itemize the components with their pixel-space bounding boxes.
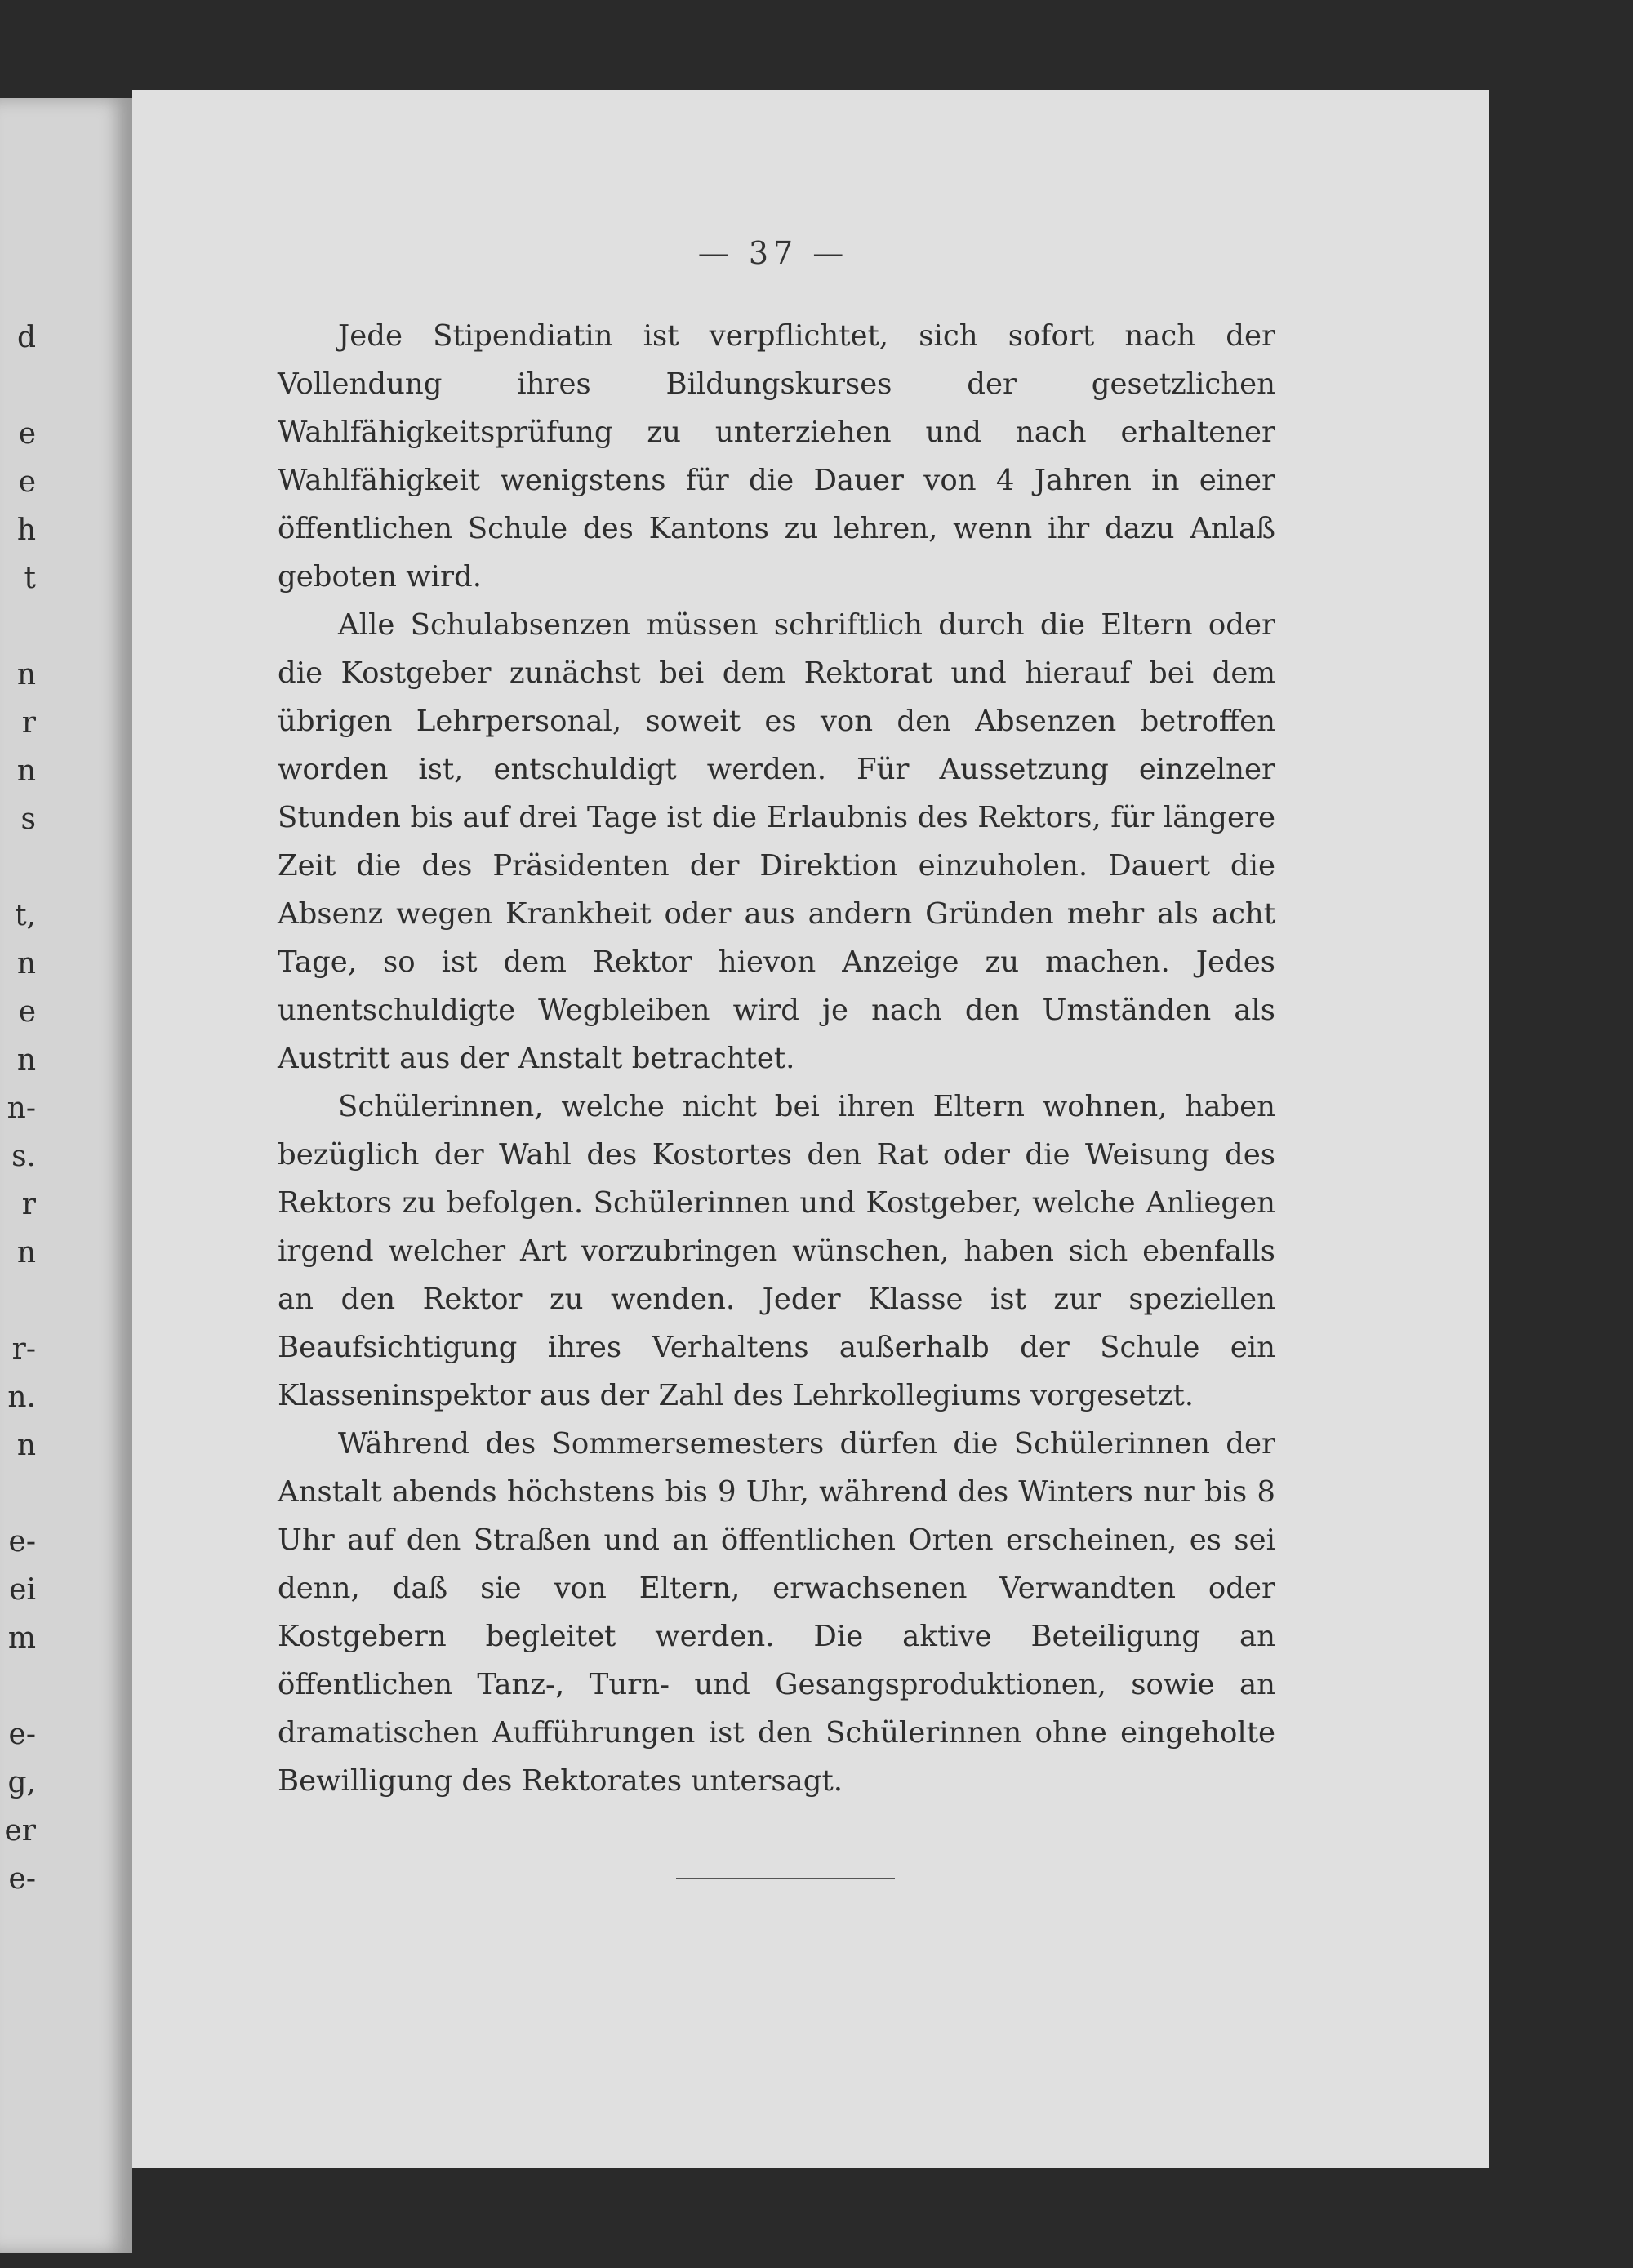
left-page-text-fragments (0, 98, 132, 2253)
left-page-edge (0, 98, 132, 2253)
left-fragment: s. (11, 1140, 36, 1173)
paragraph: Jede Stipendiatin ist verpflichtet, sich sofort nach der Vollendung ihres Bildungskurses der gesetzlichen Wahlfähigkeitsprüfung zu unterziehen und nach erhaltener Wahlfähigkeit wenigstens für die Dauer von 4 Jahren in einer öffentlichen Schule des Kantons zu lehren, wenn ihr dazu Anlaß geboten wird. (278, 319, 1275, 594)
left-fragment: e (18, 995, 36, 1029)
left-fragment: n (16, 1236, 36, 1270)
left-fragment: h (16, 514, 36, 547)
left-fragment: t (24, 562, 36, 595)
left-fragment: e (18, 417, 36, 451)
paragraph: Alle Schulabsenzen müssen schriftlich durch die Eltern oder die Kostgeber zunächst bei dem Rektorat und hierauf bei dem übrigen Lehrpersonal, soweit es von den Absenzen betroffen worden ist, entschuldigt werden. Für Aussetzung einzelner Stunden bis auf drei Tage ist die Erlaubnis des Rektors, für längere Zeit die des Präsidenten der Direktion einzuholen. Dauert die Absenz wegen Krankheit oder aus andern Gründen mehr als acht Tage, so ist dem Rektor hievon Anzeige zu machen. Jedes unentschuldigte Wegbleiben wird je nach den Umständen als Austritt aus der Anstalt betrachtet. (278, 608, 1275, 1075)
left-fragment: n (16, 1429, 36, 1462)
left-fragment: n (16, 658, 36, 692)
left-fragment: n (16, 754, 36, 788)
left-fragment: e- (8, 1862, 36, 1896)
left-fragment: n (16, 1043, 36, 1077)
left-fragment: n. (7, 1381, 36, 1414)
left-fragment: s (20, 803, 36, 836)
left-fragment: er (4, 1814, 36, 1848)
right-page (132, 90, 1489, 2168)
left-fragment: ei (9, 1573, 36, 1607)
left-fragment: r- (11, 1332, 36, 1366)
left-fragment: e- (8, 1718, 36, 1751)
left-fragment: r (21, 706, 36, 740)
end-rule (676, 1878, 895, 1879)
page-body (278, 312, 1275, 1805)
left-fragment: e (18, 465, 36, 499)
left-fragment: m (7, 1621, 36, 1655)
left-fragment: r (21, 1188, 36, 1221)
page-number: — 37 — (697, 235, 849, 271)
left-fragment: n (16, 947, 36, 981)
paragraph: Schülerinnen, welche nicht bei ihren Eltern wohnen, haben bezüglich der Wahl des Kostortes den Rat oder die Weisung des Rektors zu befolgen. Schülerinnen und Kostgeber, welche Anliegen irgend welcher Art vorzubringen wünschen, haben sich ebenfalls an den Rektor zu wenden. Jeder Klasse ist zur speziellen Beaufsichtigung ihres Verhaltens außerhalb der Schule ein Klasseninspektor aus der Zahl des Lehrkollegiums vorgesetzt. (278, 1090, 1275, 1412)
left-fragment: d (16, 321, 36, 354)
left-fragment: n- (7, 1092, 36, 1125)
left-fragment: e- (8, 1525, 36, 1559)
left-fragment: t, (15, 899, 36, 932)
left-fragment: g, (7, 1766, 36, 1799)
paragraph: Während des Sommersemesters dürfen die Schülerinnen der Anstalt abends höchstens bis 9 Uhr, während des Winters nur bis 8 Uhr auf den Straßen und an öffentlichen Orten erscheinen, es sei denn, daß sie von Eltern, erwachsenen Verwandten oder Kostgebern begleitet werden. Die aktive Beteiligung an öffentlichen Tanz-, Turn- und Gesangsproduktionen, sowie an dramatischen Aufführungen ist den Schülerinnen ohne eingeholte Bewilligung des Rektorates untersagt. (278, 1427, 1275, 1798)
